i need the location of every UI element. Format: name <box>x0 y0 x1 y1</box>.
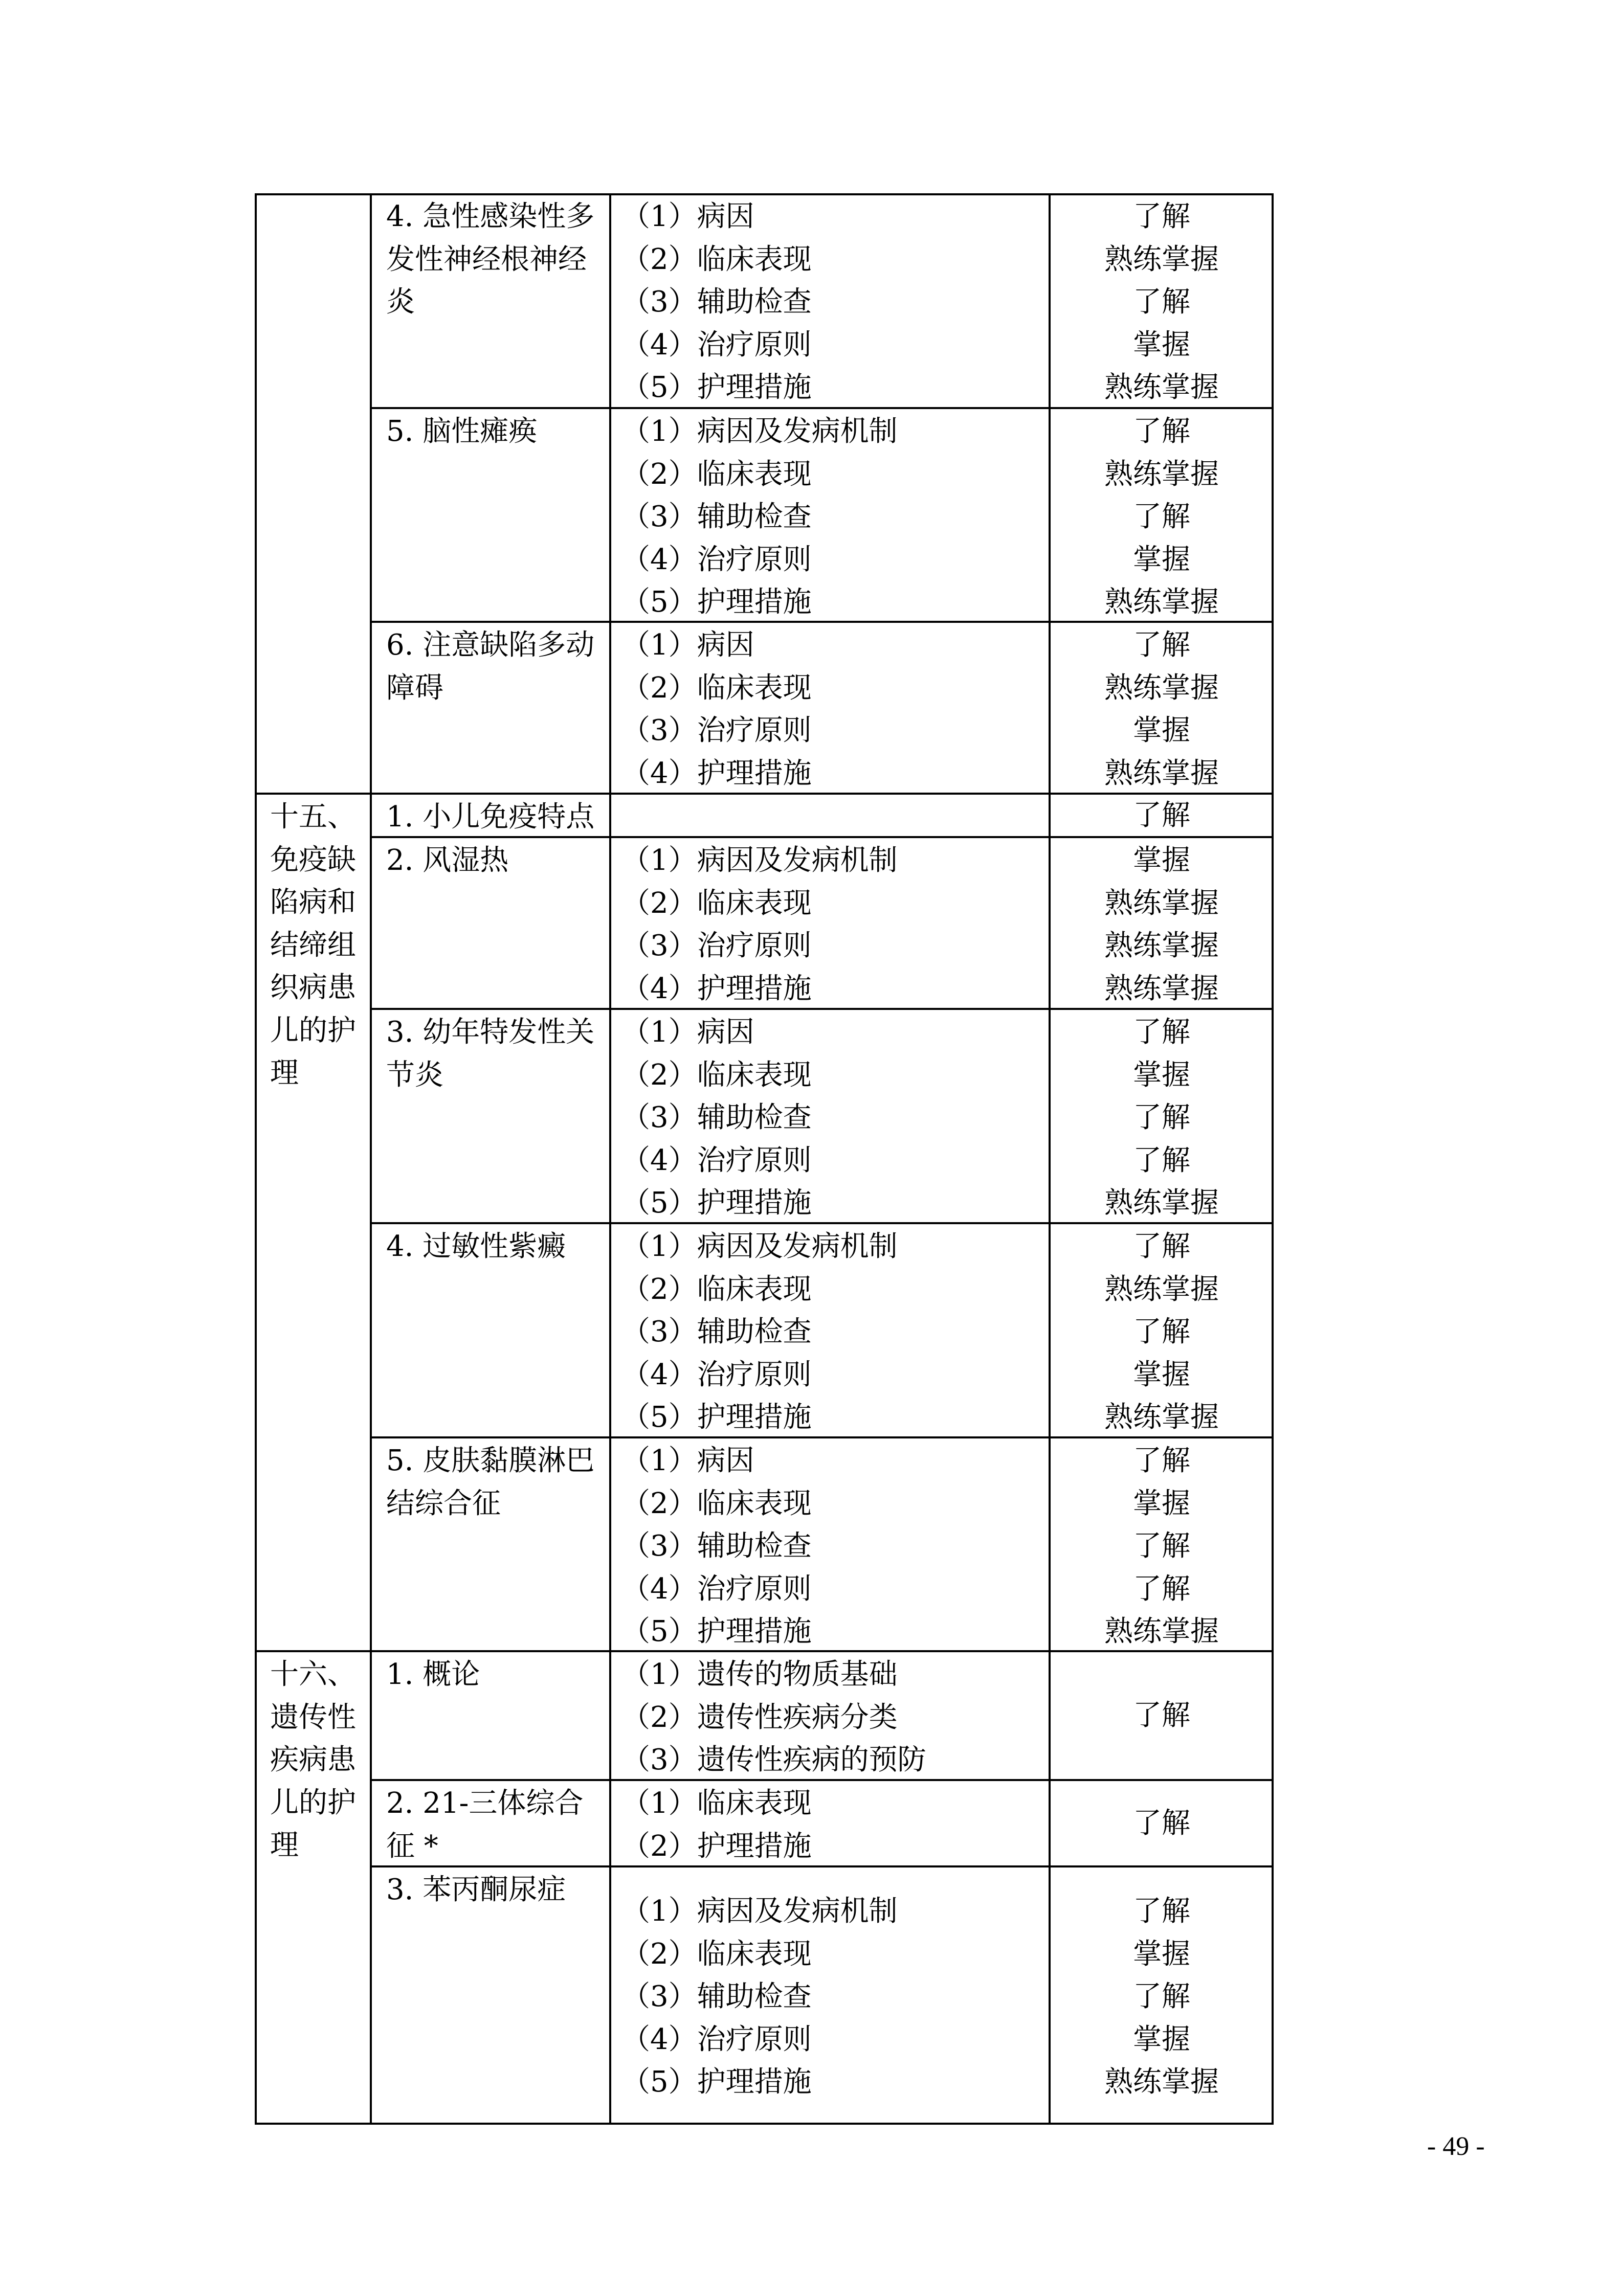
text-line: 理 <box>270 1056 299 1090</box>
requirement-level-cell <box>1050 1802 1274 1845</box>
requirement-level: 掌握 <box>1133 2022 1190 2056</box>
item-label: （4）治疗原则 <box>621 1572 812 1606</box>
text-line: 4. 急性感染性多 <box>386 200 595 233</box>
item-label: （1）病因 <box>621 1444 754 1477</box>
text-line: 陷病和 <box>270 886 356 919</box>
item-label: （2）临床表现 <box>621 457 812 491</box>
requirement-level: 熟练掌握 <box>1104 457 1219 491</box>
item-label: （5）护理措施 <box>621 1401 812 1434</box>
text-line: 遗传性 <box>270 1700 356 1734</box>
item-label: （3）辅助检查 <box>621 1101 812 1134</box>
requirement-level-cell <box>1050 195 1274 410</box>
topic-items-cell <box>610 1653 1050 1782</box>
text-line: 炎 <box>386 285 415 319</box>
item-label: （1）病因 <box>621 200 754 233</box>
item-label: （4）治疗原则 <box>621 543 812 576</box>
section-title-cell <box>255 1653 371 2127</box>
text-line: 结综合征 <box>386 1487 501 1520</box>
topic-title-cell <box>371 796 610 839</box>
text-line: 1. 概论 <box>386 1658 480 1691</box>
requirement-level: 熟练掌握 <box>1104 886 1219 920</box>
topic-title-cell <box>371 624 610 796</box>
topic-items-cell <box>610 624 1050 796</box>
requirement-level: 了解 <box>1133 1699 1190 1732</box>
text-line: 理 <box>270 1829 299 1862</box>
requirement-level-cell <box>1050 794 1274 837</box>
requirement-level: 了解 <box>1133 200 1190 233</box>
text-line: 征 * <box>386 1829 438 1863</box>
topic-title-cell <box>371 839 610 1011</box>
text-line: 2. 风湿热 <box>386 844 509 877</box>
item-label: （5）护理措施 <box>621 371 812 404</box>
item-label: （4）治疗原则 <box>621 2022 812 2056</box>
requirement-level: 掌握 <box>1133 844 1190 877</box>
requirement-level: 熟练掌握 <box>1104 2065 1219 2099</box>
requirement-level: 掌握 <box>1133 714 1190 747</box>
topic-title-cell <box>371 195 610 410</box>
topic-items-cell <box>610 796 1050 839</box>
item-label: （4）治疗原则 <box>621 328 812 362</box>
requirement-level: 掌握 <box>1133 543 1190 576</box>
topic-title-cell <box>371 1653 610 1782</box>
requirement-level: 了解 <box>1133 1980 1190 2013</box>
item-label: （5）护理措施 <box>621 1615 812 1648</box>
topic-title-cell <box>371 1782 610 1869</box>
item-label: （3）辅助检查 <box>621 285 812 319</box>
text-line: 5. 脑性瘫痪 <box>386 415 538 448</box>
text-line: 4. 过敏性紫癜 <box>386 1230 566 1263</box>
requirement-level: 了解 <box>1133 1016 1190 1049</box>
topic-items-cell <box>610 1439 1050 1653</box>
item-label: （2）临床表现 <box>621 242 812 276</box>
item-label: （4）护理措施 <box>621 756 812 790</box>
requirement-level: 了解 <box>1133 1143 1190 1177</box>
topic-items-cell <box>610 410 1050 624</box>
requirement-level: 掌握 <box>1133 328 1190 362</box>
topic-items-cell <box>610 1225 1050 1439</box>
item-label: （2）护理措施 <box>621 1829 812 1863</box>
requirement-level-cell <box>1050 1439 1274 1653</box>
requirement-level: 了解 <box>1133 1572 1190 1606</box>
topic-title-cell <box>371 410 610 624</box>
item-label: （1）病因 <box>621 1016 754 1049</box>
requirement-level: 熟练掌握 <box>1104 371 1219 404</box>
section-title-cell <box>255 195 371 796</box>
item-label: （3）治疗原则 <box>621 929 812 962</box>
text-line: 3. 苯丙酮尿症 <box>386 1873 566 1906</box>
text-line: 儿的护 <box>270 1014 356 1047</box>
requirement-level-cell <box>1050 839 1274 1011</box>
requirement-level-cell <box>1050 410 1274 624</box>
requirement-level: 了解 <box>1133 1529 1190 1563</box>
text-line: 5. 皮肤黏膜淋巴 <box>386 1444 595 1477</box>
item-label: （2）遗传性疾病分类 <box>621 1700 898 1734</box>
requirement-level: 了解 <box>1133 1444 1190 1477</box>
requirement-level: 熟练掌握 <box>1104 756 1219 790</box>
item-label: （1）病因 <box>621 628 754 662</box>
item-label: （4）护理措施 <box>621 972 812 1005</box>
requirement-level: 了解 <box>1133 798 1190 832</box>
item-label: （5）护理措施 <box>621 2065 812 2099</box>
topic-title-cell <box>371 1869 610 2127</box>
requirement-level: 熟练掌握 <box>1104 1401 1219 1434</box>
text-line: 1. 小儿免疫特点 <box>386 800 595 834</box>
text-line: 免疫缺 <box>270 843 356 876</box>
topic-items-cell <box>610 1890 1050 2127</box>
text-line: 十五、 <box>270 800 356 834</box>
item-label: （3）辅助检查 <box>621 1980 812 2013</box>
text-line: 儿的护 <box>270 1786 356 1819</box>
text-line: 十六、 <box>270 1658 356 1691</box>
item-label: （3）辅助检查 <box>621 1529 812 1563</box>
requirement-level: 了解 <box>1133 500 1190 533</box>
requirement-level: 了解 <box>1133 1806 1190 1840</box>
item-label: （4）治疗原则 <box>621 1143 812 1177</box>
text-line: 节炎 <box>386 1058 443 1092</box>
item-label: （3）治疗原则 <box>621 714 812 747</box>
requirement-level: 掌握 <box>1133 1358 1190 1391</box>
page-number: - 49 - <box>1427 2132 1485 2161</box>
requirement-level: 熟练掌握 <box>1104 586 1219 619</box>
text-line: 2. 21-三体综合 <box>386 1787 584 1820</box>
requirement-level: 熟练掌握 <box>1104 1186 1219 1220</box>
topic-items-cell <box>610 839 1050 1011</box>
requirement-level: 熟练掌握 <box>1104 671 1219 705</box>
topic-items-cell <box>610 1782 1050 1869</box>
topic-title-cell <box>371 1225 610 1439</box>
requirement-level: 了解 <box>1133 628 1190 662</box>
item-label: （1）病因及发病机制 <box>621 1230 898 1263</box>
item-label: （2）临床表现 <box>621 1937 812 1971</box>
item-label: （3）辅助检查 <box>621 500 812 533</box>
requirement-level-cell <box>1050 624 1274 796</box>
requirement-level: 熟练掌握 <box>1104 1272 1219 1306</box>
item-label: （5）护理措施 <box>621 586 812 619</box>
item-label: （2）临床表现 <box>621 1272 812 1306</box>
requirement-level: 掌握 <box>1133 1487 1190 1520</box>
requirement-level-cell <box>1050 1890 1274 2127</box>
requirement-level: 了解 <box>1133 1315 1190 1348</box>
item-label: （1）病因及发病机制 <box>621 844 898 877</box>
requirement-level: 了解 <box>1133 415 1190 448</box>
requirement-level: 了解 <box>1133 285 1190 319</box>
topic-items-cell <box>610 195 1050 410</box>
text-line: 结缔组 <box>270 928 356 962</box>
requirement-level-cell <box>1050 1694 1274 1737</box>
requirement-level: 熟练掌握 <box>1104 1615 1219 1648</box>
item-label: （5）护理措施 <box>621 1186 812 1220</box>
requirement-level: 了解 <box>1133 1230 1190 1263</box>
requirement-level-cell <box>1050 1011 1274 1225</box>
text-line: 发性神经根神经 <box>386 242 587 276</box>
item-label: （1）临床表现 <box>621 1787 812 1820</box>
item-label: （2）临床表现 <box>621 671 812 705</box>
topic-title-cell <box>371 1011 610 1225</box>
item-label: （3）遗传性疾病的预防 <box>621 1743 926 1776</box>
text-line: 3. 幼年特发性关 <box>386 1016 595 1049</box>
section-title-cell <box>255 796 371 1653</box>
item-label: （2）临床表现 <box>621 886 812 920</box>
item-label: （4）治疗原则 <box>621 1358 812 1391</box>
requirement-level: 熟练掌握 <box>1104 972 1219 1005</box>
requirement-level: 熟练掌握 <box>1104 929 1219 962</box>
item-label: （2）临床表现 <box>621 1487 812 1520</box>
text-line: 障碍 <box>386 671 443 705</box>
topic-items-cell <box>610 1011 1050 1225</box>
requirement-level: 掌握 <box>1133 1937 1190 1971</box>
requirement-level: 了解 <box>1133 1895 1190 1928</box>
requirement-level: 掌握 <box>1133 1058 1190 1092</box>
requirement-level: 了解 <box>1133 1101 1190 1134</box>
item-label: （2）临床表现 <box>621 1058 812 1092</box>
text-line: 6. 注意缺陷多动 <box>386 628 595 662</box>
item-label: （3）辅助检查 <box>621 1315 812 1348</box>
item-label: （1）遗传的物质基础 <box>621 1658 898 1691</box>
item-label: （1）病因及发病机制 <box>621 415 898 448</box>
text-line: 疾病患 <box>270 1743 356 1776</box>
requirement-level-cell <box>1050 1225 1274 1439</box>
requirement-level: 熟练掌握 <box>1104 242 1219 276</box>
text-line: 织病患 <box>270 971 356 1004</box>
topic-title-cell <box>371 1439 610 1653</box>
item-label: （1）病因及发病机制 <box>621 1895 898 1928</box>
